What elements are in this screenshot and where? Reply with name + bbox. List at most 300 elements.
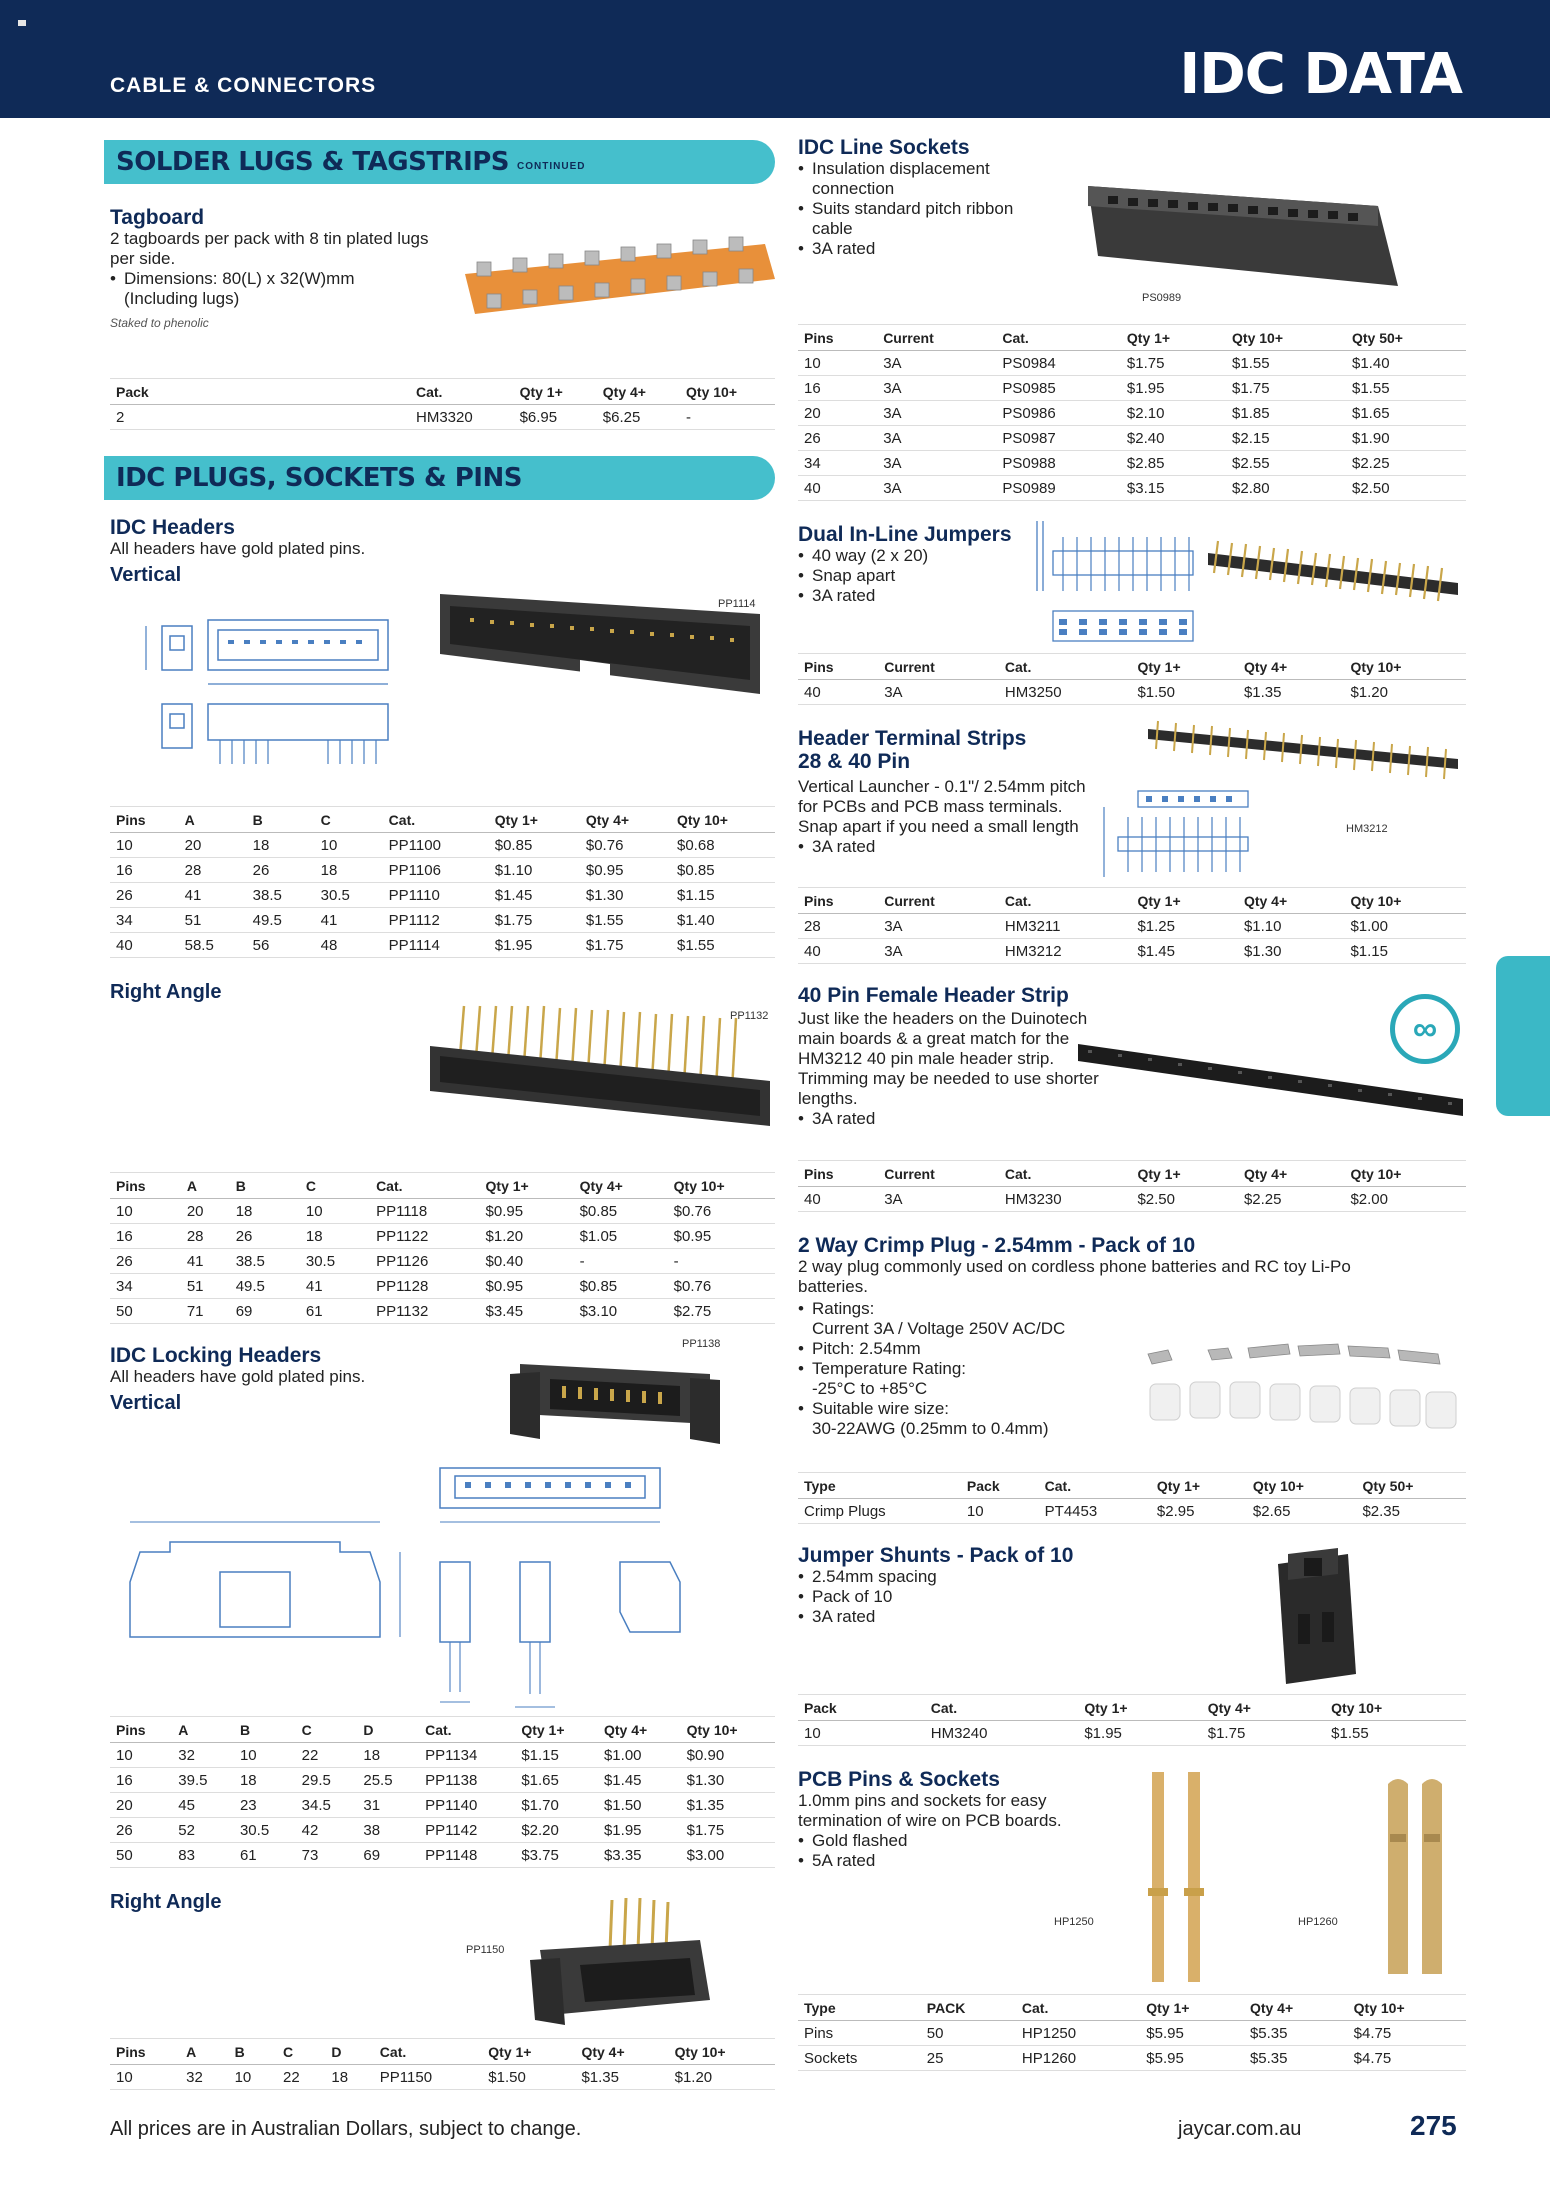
image-label: PP1132 (730, 1010, 769, 1022)
cell: $1.00 (1344, 914, 1466, 939)
col-header: Cat. (419, 1717, 515, 1743)
col-header: Qty 4+ (580, 807, 671, 833)
bullet: • 3A rated (798, 1607, 1466, 1627)
bullet: • Pack of 10 (798, 1587, 1466, 1607)
product-title: IDC Headers (110, 516, 235, 539)
col-header: Qty 10+ (671, 807, 775, 833)
cell: 3A (878, 939, 999, 964)
col-header: B (229, 2039, 277, 2065)
cell: $4.75 (1348, 2046, 1466, 2071)
cell: $2.25 (1238, 1187, 1345, 1212)
cell: 30.5 (234, 1818, 296, 1843)
cell: $2.20 (515, 1818, 598, 1843)
cell: $1.45 (598, 1768, 681, 1793)
col-header: Qty 1+ (1151, 1473, 1247, 1499)
table-row (798, 476, 1466, 501)
product-title: IDC Locking Headers (110, 1344, 322, 1367)
cell: 16 (110, 858, 179, 883)
product-title: 40 Pin Female Header Strip (798, 984, 1069, 1007)
col-header: Qty 4+ (1238, 888, 1345, 914)
table-row (798, 680, 1466, 705)
table-header-row (798, 1695, 1466, 1721)
cell: PP1112 (383, 908, 489, 933)
product-pcb-pins (798, 1768, 1466, 1994)
cell: 41 (300, 1274, 370, 1299)
table-header-row (798, 888, 1466, 914)
cell: PP1134 (419, 1743, 515, 1768)
dil-jumper-photo (1208, 533, 1458, 613)
cell: 30.5 (300, 1249, 370, 1274)
cell: $4.75 (1348, 2021, 1466, 2046)
pcb-socket-photo (1378, 1774, 1458, 1984)
section-banner-idc-plugs (104, 456, 775, 500)
terminal-strips-table (798, 887, 1466, 964)
product-bullets (798, 159, 1058, 259)
cell: $2.40 (1121, 426, 1226, 451)
product-dil-jumpers (798, 523, 1466, 653)
table-row (798, 2046, 1466, 2071)
cell: 10 (110, 833, 179, 858)
cell: $3.00 (681, 1843, 775, 1868)
table-header-row (110, 1173, 775, 1199)
bullet: • Pitch: 2.54mm (798, 1339, 1466, 1359)
pcb-pin-photo (1138, 1768, 1218, 1988)
cell: $1.15 (671, 883, 775, 908)
cell: $1.50 (1131, 680, 1238, 705)
cell: 26 (110, 883, 179, 908)
banner-title: SOLDER LUGS & TAGSTRIPS (116, 147, 510, 177)
cell: $1.10 (1238, 914, 1345, 939)
product-terminal-strips (798, 727, 1466, 887)
cell: Pins (798, 2021, 921, 2046)
col-header: Cat. (374, 2039, 482, 2065)
col-header: Qty 10+ (680, 379, 775, 405)
bullet: • Ratings: (798, 1299, 1466, 1319)
section-tab (1496, 956, 1550, 1116)
col-header: Qty 10+ (1226, 325, 1346, 351)
cell: $2.65 (1247, 1499, 1357, 1524)
cell: PP1110 (383, 883, 489, 908)
cell: 30.5 (315, 883, 383, 908)
table-row (798, 1721, 1466, 1746)
bullet: • 2.54mm spacing (798, 1567, 1466, 1587)
cell: $1.75 (1226, 376, 1346, 401)
cell: $1.95 (489, 933, 580, 958)
col-header: Qty 10+ (1348, 1995, 1466, 2021)
col-header: Pins (798, 325, 877, 351)
cell: $5.35 (1244, 2046, 1348, 2071)
table-header-row (110, 807, 775, 833)
cell: 31 (357, 1793, 419, 1818)
cell: 51 (179, 908, 247, 933)
cell: $1.20 (480, 1224, 574, 1249)
table-row (110, 908, 775, 933)
table-header-row (798, 1473, 1466, 1499)
cell: 25 (921, 2046, 1016, 2071)
product-title: 2 Way Crimp Plug - 2.54mm - Pack of 10 (798, 1234, 1196, 1257)
cell: $1.55 (1226, 351, 1346, 376)
cell: 26 (110, 1249, 181, 1274)
cell: 26 (247, 858, 315, 883)
cell: PS0986 (996, 401, 1121, 426)
left-column (110, 140, 775, 2090)
product-right-angle (110, 980, 775, 1172)
cell: - (668, 1249, 775, 1274)
cell: 42 (296, 1818, 358, 1843)
cell: PP1138 (419, 1768, 515, 1793)
cell: 61 (234, 1843, 296, 1868)
cell: $5.95 (1140, 2021, 1244, 2046)
table-row (110, 1224, 775, 1249)
table-row (110, 1249, 775, 1274)
image-label: HP1250 (1054, 1916, 1094, 1928)
col-header: Qty 1+ (1121, 325, 1226, 351)
menu-dot-icon (18, 20, 26, 26)
col-header: Pins (110, 2039, 180, 2065)
cell: 3A (878, 680, 999, 705)
cell: - (574, 1249, 668, 1274)
col-header: Qty 1+ (482, 2039, 575, 2065)
col-header: A (179, 807, 247, 833)
cell: $1.90 (1346, 426, 1466, 451)
cell: 34 (798, 451, 877, 476)
cell: 10 (110, 1199, 181, 1224)
cell: $0.76 (668, 1274, 775, 1299)
cell: HM3230 (999, 1187, 1132, 1212)
cell: PP1142 (419, 1818, 515, 1843)
cell: 28 (179, 858, 247, 883)
cell: 10 (798, 1721, 898, 1746)
cell: HM3250 (999, 680, 1132, 705)
cell: $5.35 (1244, 2021, 1348, 2046)
col-header: Qty 1+ (1140, 1995, 1244, 2021)
cell: 40 (798, 476, 877, 501)
col-header: Qty 10+ (681, 1717, 775, 1743)
cell: 69 (357, 1843, 419, 1868)
bullet-continued: Current 3A / Voltage 250V AC/DC (812, 1319, 1066, 1338)
table-header-row (110, 379, 775, 405)
cell: $1.50 (482, 2065, 575, 2090)
cell: PS0987 (996, 426, 1121, 451)
page-number: 275 (1410, 2110, 1457, 2141)
cell: HM3240 (925, 1721, 1079, 1746)
product-title: IDC Line Sockets (798, 136, 970, 159)
cell: $1.55 (671, 933, 775, 958)
col-header: Qty 4+ (1238, 1161, 1345, 1187)
col-header: Qty 1+ (1131, 888, 1238, 914)
cell: $1.20 (669, 2065, 775, 2090)
product-locking-headers (110, 1338, 775, 1716)
cell: HM3212 (999, 939, 1132, 964)
cell: PP1150 (374, 2065, 482, 2090)
footer-website-link[interactable]: jaycar.com.au (1178, 2118, 1302, 2140)
section-subtitle: Vertical (110, 1392, 182, 1414)
col-header: Qty 10+ (1344, 1161, 1466, 1187)
cell: 10 (110, 1743, 172, 1768)
cell: - (680, 405, 775, 430)
cell: PP1148 (419, 1843, 515, 1868)
cell: $5.95 (1140, 2046, 1244, 2071)
cell: $1.40 (1346, 351, 1466, 376)
cell: $1.30 (580, 883, 671, 908)
cell: 50 (110, 1843, 172, 1868)
cell: HM3211 (999, 914, 1132, 939)
table-row (110, 2065, 775, 2090)
col-header: Qty 1+ (514, 379, 597, 405)
product-jumper-shunts (798, 1544, 1466, 1694)
cell: PP1132 (370, 1299, 479, 1324)
cell: 20 (179, 833, 247, 858)
col-header: Qty 10+ (1247, 1473, 1357, 1499)
cell: 34 (110, 908, 179, 933)
cell: $1.65 (1346, 401, 1466, 426)
col-header: Current (878, 654, 999, 680)
cell: HP1260 (1016, 2046, 1140, 2071)
page-title: IDC DATA (1179, 42, 1462, 107)
cell: Sockets (798, 2046, 921, 2071)
terminal-strip-photo (1148, 719, 1468, 789)
bullet: • 3A rated (798, 1109, 1466, 1129)
footer-note: All prices are in Australian Dollars, subject to change. (110, 2118, 582, 2140)
cell: 18 (230, 1199, 300, 1224)
col-header: Cat. (383, 807, 489, 833)
product-line-sockets (798, 136, 1466, 324)
cell: HM3320 (410, 405, 514, 430)
cell: $1.55 (580, 908, 671, 933)
cell: PS0989 (996, 476, 1121, 501)
cell: 3A (878, 1187, 999, 1212)
cell: PP1122 (370, 1224, 479, 1249)
cell: 18 (315, 858, 383, 883)
cell: 3A (877, 426, 996, 451)
col-header: Pins (798, 654, 878, 680)
cell: $2.80 (1226, 476, 1346, 501)
col-header: A (172, 1717, 234, 1743)
col-header: Pack (961, 1473, 1039, 1499)
cell: $1.35 (575, 2065, 668, 2090)
cell: 45 (172, 1793, 234, 1818)
cell: $0.76 (580, 833, 671, 858)
product-title: Header Terminal Strips (798, 727, 1027, 750)
cell: $1.55 (1346, 376, 1466, 401)
cell: 56 (247, 933, 315, 958)
cell: PT4453 (1039, 1499, 1151, 1524)
col-header: C (315, 807, 383, 833)
bullet-continued: 30-22AWG (0.25mm to 0.4mm) (812, 1419, 1049, 1438)
cell: $1.00 (598, 1743, 681, 1768)
cell: PP1118 (370, 1199, 479, 1224)
cell: 25.5 (357, 1768, 419, 1793)
cell: 61 (300, 1299, 370, 1324)
product-desc: 1.0mm pins and sockets for easy termination of wire on PCB boards. (798, 1791, 1062, 1830)
product-bullets (798, 1831, 1466, 1871)
cell: 41 (179, 883, 247, 908)
col-header: Qty 4+ (598, 1717, 681, 1743)
col-header: D (325, 2039, 373, 2065)
cell: $0.95 (668, 1224, 775, 1249)
bullet: • 5A rated (798, 1851, 1466, 1871)
cell: $1.35 (1238, 680, 1345, 705)
cell: $1.45 (1131, 939, 1238, 964)
cell: 10 (300, 1199, 370, 1224)
cell: 40 (798, 1187, 878, 1212)
cell: $1.70 (515, 1793, 598, 1818)
cell: $0.85 (489, 833, 580, 858)
bullet: • 3A rated (798, 586, 1466, 606)
col-header: Pack (798, 1695, 898, 1721)
cell: $1.50 (598, 1793, 681, 1818)
col-header: Qty 1+ (1131, 654, 1238, 680)
col-header: B (247, 807, 315, 833)
col-header: Cat. (1016, 1995, 1140, 2021)
col-header: Qty 10+ (668, 1173, 775, 1199)
cell: 29.5 (296, 1768, 358, 1793)
col-header: Cat. (370, 1173, 479, 1199)
col-header: Qty 1+ (1131, 1161, 1238, 1187)
cell: 3A (877, 476, 996, 501)
cell: 83 (172, 1843, 234, 1868)
section-subtitle: Vertical (110, 564, 182, 586)
product-desc: All headers have gold plated pins. (110, 1367, 366, 1386)
col-header: A (180, 2039, 228, 2065)
table-header-row (798, 1995, 1466, 2021)
product-female-strip (798, 984, 1466, 1160)
cell (898, 1721, 925, 1746)
cell: 22 (277, 2065, 325, 2090)
cell: 3A (877, 351, 996, 376)
cell: $1.15 (515, 1743, 598, 1768)
col-header: Qty 4+ (1202, 1695, 1325, 1721)
product-desc: All headers have gold plated pins. (110, 539, 366, 558)
col-header: Cat. (999, 1161, 1132, 1187)
col-header: B (230, 1173, 300, 1199)
cell: 10 (798, 351, 877, 376)
cell: $1.75 (489, 908, 580, 933)
banner-subtitle: CONTINUED (517, 160, 586, 172)
section-banner-solder-lugs (104, 140, 775, 184)
cell: 34.5 (296, 1793, 358, 1818)
cell: 26 (110, 1818, 172, 1843)
cell: 20 (110, 1793, 172, 1818)
cell: $1.05 (574, 1224, 668, 1249)
col-header: Qty 10+ (1344, 888, 1466, 914)
jumper-shunt-photo (1258, 1544, 1368, 1689)
cell: 38.5 (247, 883, 315, 908)
banner-title: IDC PLUGS, SOCKETS & PINS (116, 463, 522, 493)
jumper-shunts-table (798, 1694, 1466, 1746)
locking-header-photo (500, 1344, 730, 1454)
cell: $2.50 (1131, 1187, 1238, 1212)
cell: PS0984 (996, 351, 1121, 376)
col-header: Pins (110, 1173, 181, 1199)
cell: 49.5 (247, 908, 315, 933)
section-subtitle: Right Angle (110, 1891, 222, 1913)
cell: 40 (798, 680, 878, 705)
cell: PS0985 (996, 376, 1121, 401)
cell: 32 (172, 1743, 234, 1768)
cell: 40 (110, 933, 179, 958)
cell: PP1100 (383, 833, 489, 858)
cell: $0.90 (681, 1743, 775, 1768)
right-column (798, 136, 1466, 2071)
line-socket-photo (1078, 166, 1408, 306)
cell: $1.40 (671, 908, 775, 933)
cell: 18 (325, 2065, 373, 2090)
cell: $1.30 (1238, 939, 1345, 964)
cell: $1.35 (681, 1793, 775, 1818)
col-header: C (296, 1717, 358, 1743)
table-row (110, 1274, 775, 1299)
cell: 58.5 (179, 933, 247, 958)
col-header: Type (798, 1473, 961, 1499)
table-row (110, 933, 775, 958)
cell: 50 (921, 2021, 1016, 2046)
cell: 32 (180, 2065, 228, 2090)
cell: $3.10 (574, 1299, 668, 1324)
cell: $1.95 (1078, 1721, 1201, 1746)
cell: $1.55 (1325, 1721, 1466, 1746)
cell: $2.75 (668, 1299, 775, 1324)
bullet-continued: -25°C to +85°C (812, 1379, 928, 1398)
bullet: • Insulation displacement connection (798, 159, 1058, 199)
cell: PP1114 (383, 933, 489, 958)
cell: $1.75 (1202, 1721, 1325, 1746)
product-desc: Just like the headers on the Duinotech main boards & a great match for the HM3212 40 pin male header strip. Trimming may be needed to use shorter lengths. (798, 1009, 1099, 1108)
cell: 28 (798, 914, 878, 939)
line-sockets-table (798, 324, 1466, 501)
cell: 41 (181, 1249, 230, 1274)
dil-jumper-drawing (1033, 511, 1203, 651)
table-header-row (798, 1161, 1466, 1187)
product-title: PCB Pins & Sockets (798, 1768, 1000, 1791)
cell: PS0988 (996, 451, 1121, 476)
cell: 10 (229, 2065, 277, 2090)
cell: 73 (296, 1843, 358, 1868)
cell: 22 (296, 1743, 358, 1768)
col-header: A (181, 1173, 230, 1199)
col-header: Pins (798, 888, 878, 914)
cell: 3A (877, 401, 996, 426)
crimp-plug-table (798, 1472, 1466, 1524)
col-header: Qty 50+ (1346, 325, 1466, 351)
cell: $1.10 (489, 858, 580, 883)
table-row (798, 914, 1466, 939)
bullet: • Snap apart (798, 566, 1466, 586)
cell: $0.68 (671, 833, 775, 858)
cell: $3.35 (598, 1843, 681, 1868)
cell: 69 (230, 1299, 300, 1324)
col-header: Cat. (410, 379, 514, 405)
product-tagboard (110, 206, 775, 378)
cell: $1.95 (1121, 376, 1226, 401)
cell: $3.15 (1121, 476, 1226, 501)
dil-jumpers-table (798, 653, 1466, 705)
female-strip-table (798, 1160, 1466, 1212)
col-header: Current (878, 888, 999, 914)
cell: 51 (181, 1274, 230, 1299)
bullet: • Dimensions: 80(L) x 32(W)mm (110, 269, 775, 289)
bullet-continued: (Including lugs) (124, 289, 240, 308)
cell: $2.50 (1346, 476, 1466, 501)
table-row (110, 1818, 775, 1843)
cell: 20 (798, 401, 877, 426)
pcb-pins-table (798, 1994, 1466, 2071)
product-bullets (798, 1299, 1466, 1319)
table-row (798, 451, 1466, 476)
cell: 18 (247, 833, 315, 858)
cell: 28 (181, 1224, 230, 1249)
cell: $0.85 (574, 1274, 668, 1299)
